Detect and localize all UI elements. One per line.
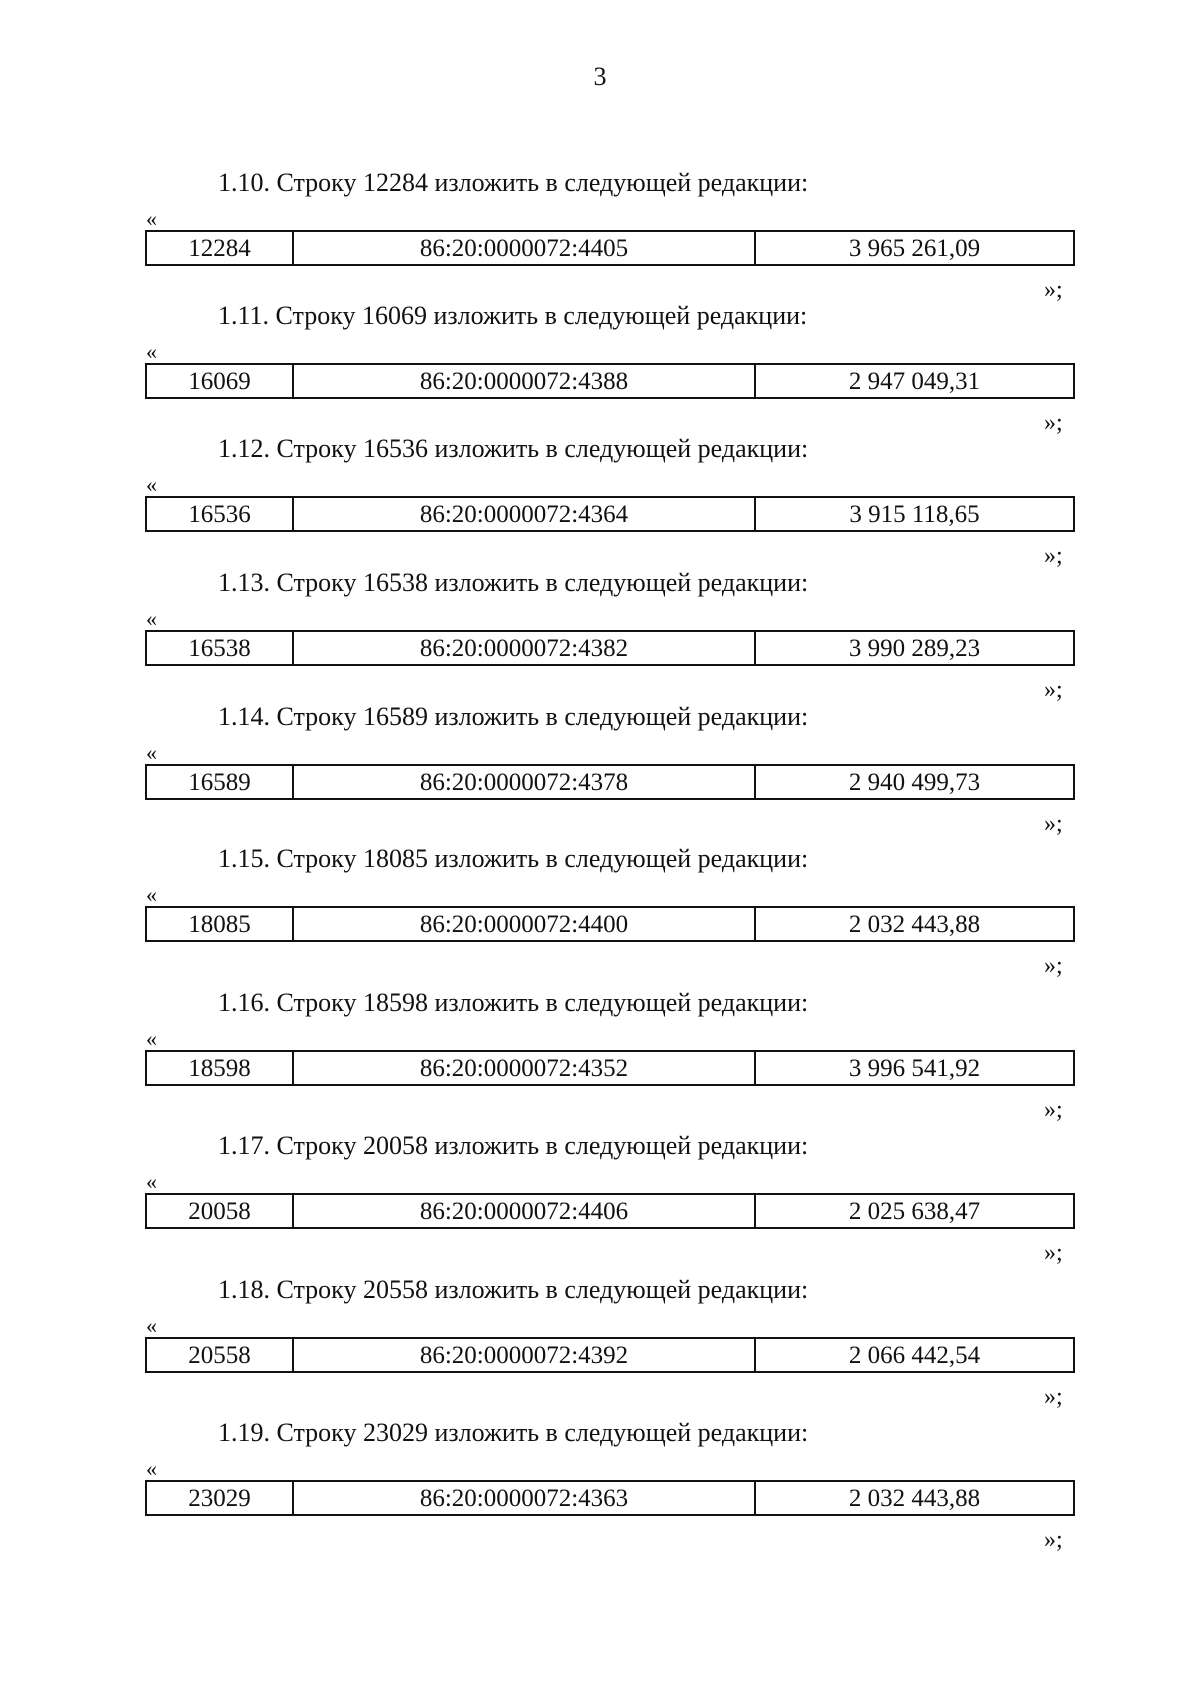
amended-row-table	[145, 230, 1075, 266]
value-cell: 2 032 443,88	[848, 1485, 981, 1512]
amendment-heading: 1.10. Строку 12284 изложить в следующей редакции:	[218, 168, 809, 197]
cadastral-number-cell: 86:20:0000072:4364	[294, 498, 756, 530]
opening-quote: «	[146, 206, 157, 231]
cadastral-number-cell: 86:20:0000072:4405	[294, 232, 756, 264]
row-number-cell: 16536	[147, 498, 294, 530]
cadastral-number-cell: 86:20:0000072:4392	[294, 1339, 756, 1371]
amendment-heading: 1.16. Строку 18598 изложить в следующей редакции:	[218, 988, 809, 1017]
cadastral-number-cell: 86:20:0000072:4378	[294, 766, 756, 798]
opening-quote: «	[146, 1456, 157, 1481]
amendment-heading: 1.15. Строку 18085 изложить в следующей редакции:	[218, 844, 809, 873]
amended-row-table	[145, 1193, 1075, 1229]
opening-quote: «	[146, 1313, 157, 1338]
opening-quote: «	[146, 740, 157, 765]
amendment-heading: 1.14. Строку 16589 изложить в следующей редакции:	[218, 702, 809, 731]
closing-quote: »;	[1044, 1240, 1063, 1266]
row-number-cell: 16589	[147, 766, 294, 798]
amended-row-table	[145, 363, 1075, 399]
opening-quote: «	[146, 882, 157, 907]
amendment-heading: 1.11. Строку 16069 изложить в следующей редакции:	[218, 301, 808, 330]
amendment-entry	[0, 1277, 1200, 1417]
amended-row-table	[145, 496, 1075, 532]
opening-quote: «	[146, 1169, 157, 1194]
value-cell: 3 996 541,92	[848, 1055, 981, 1082]
closing-quote: »;	[1044, 811, 1063, 837]
row-number-cell: 20558	[147, 1339, 294, 1371]
value-cell: 2 025 638,47	[848, 1198, 981, 1225]
amended-row-table	[145, 1050, 1075, 1086]
amendment-entry	[0, 303, 1200, 443]
value-cell: 3 965 261,09	[848, 235, 981, 262]
closing-quote: »;	[1044, 1097, 1063, 1123]
amendment-entry	[0, 570, 1200, 710]
amendment-entry	[0, 990, 1200, 1130]
cadastral-number-cell: 86:20:0000072:4363	[294, 1482, 756, 1514]
amendment-entry	[0, 170, 1200, 310]
opening-quote: «	[146, 1026, 157, 1051]
amendment-entry	[0, 846, 1200, 986]
amendment-entry	[0, 1133, 1200, 1273]
cadastral-number-cell: 86:20:0000072:4400	[294, 908, 756, 940]
row-number-cell: 18598	[147, 1052, 294, 1084]
opening-quote: «	[146, 606, 157, 631]
row-number-cell: 18085	[147, 908, 294, 940]
closing-quote: »;	[1044, 953, 1063, 979]
value-cell: 2 066 442,54	[848, 1342, 981, 1369]
cadastral-number-cell: 86:20:0000072:4382	[294, 632, 756, 664]
cadastral-number-cell: 86:20:0000072:4388	[294, 365, 756, 397]
amendment-heading: 1.13. Строку 16538 изложить в следующей редакции:	[218, 568, 809, 597]
amendment-heading: 1.17. Строку 20058 изложить в следующей редакции:	[218, 1131, 809, 1160]
amended-row-table	[145, 1480, 1075, 1516]
value-cell: 2 032 443,88	[848, 911, 981, 938]
row-number-cell: 16538	[147, 632, 294, 664]
amendment-heading: 1.12. Строку 16536 изложить в следующей редакции:	[218, 434, 809, 463]
closing-quote: »;	[1044, 1384, 1063, 1410]
closing-quote: »;	[1044, 410, 1063, 436]
page-number: 3	[593, 62, 607, 91]
row-number-cell: 12284	[147, 232, 294, 264]
amendment-entry	[0, 436, 1200, 576]
amended-row-table	[145, 764, 1075, 800]
closing-quote: »;	[1044, 277, 1063, 303]
row-number-cell: 20058	[147, 1195, 294, 1227]
value-cell: 2 947 049,31	[848, 368, 981, 395]
amended-row-table	[145, 1337, 1075, 1373]
amended-row-table	[145, 630, 1075, 666]
amendment-heading: 1.19. Строку 23029 изложить в следующей редакции:	[218, 1418, 809, 1447]
cadastral-number-cell: 86:20:0000072:4352	[294, 1052, 756, 1084]
amendment-entry	[0, 704, 1200, 844]
opening-quote: «	[146, 339, 157, 364]
value-cell: 3 915 118,65	[849, 501, 980, 528]
row-number-cell: 23029	[147, 1482, 294, 1514]
cadastral-number-cell: 86:20:0000072:4406	[294, 1195, 756, 1227]
value-cell: 3 990 289,23	[848, 635, 981, 662]
closing-quote: »;	[1044, 543, 1063, 569]
amendment-heading: 1.18. Строку 20558 изложить в следующей редакции:	[218, 1275, 809, 1304]
closing-quote: »;	[1044, 1527, 1063, 1553]
amendment-entry	[0, 1420, 1200, 1560]
row-number-cell: 16069	[147, 365, 294, 397]
value-cell: 2 940 499,73	[848, 769, 981, 796]
closing-quote: »;	[1044, 677, 1063, 703]
opening-quote: «	[146, 472, 157, 497]
amended-row-table	[145, 906, 1075, 942]
